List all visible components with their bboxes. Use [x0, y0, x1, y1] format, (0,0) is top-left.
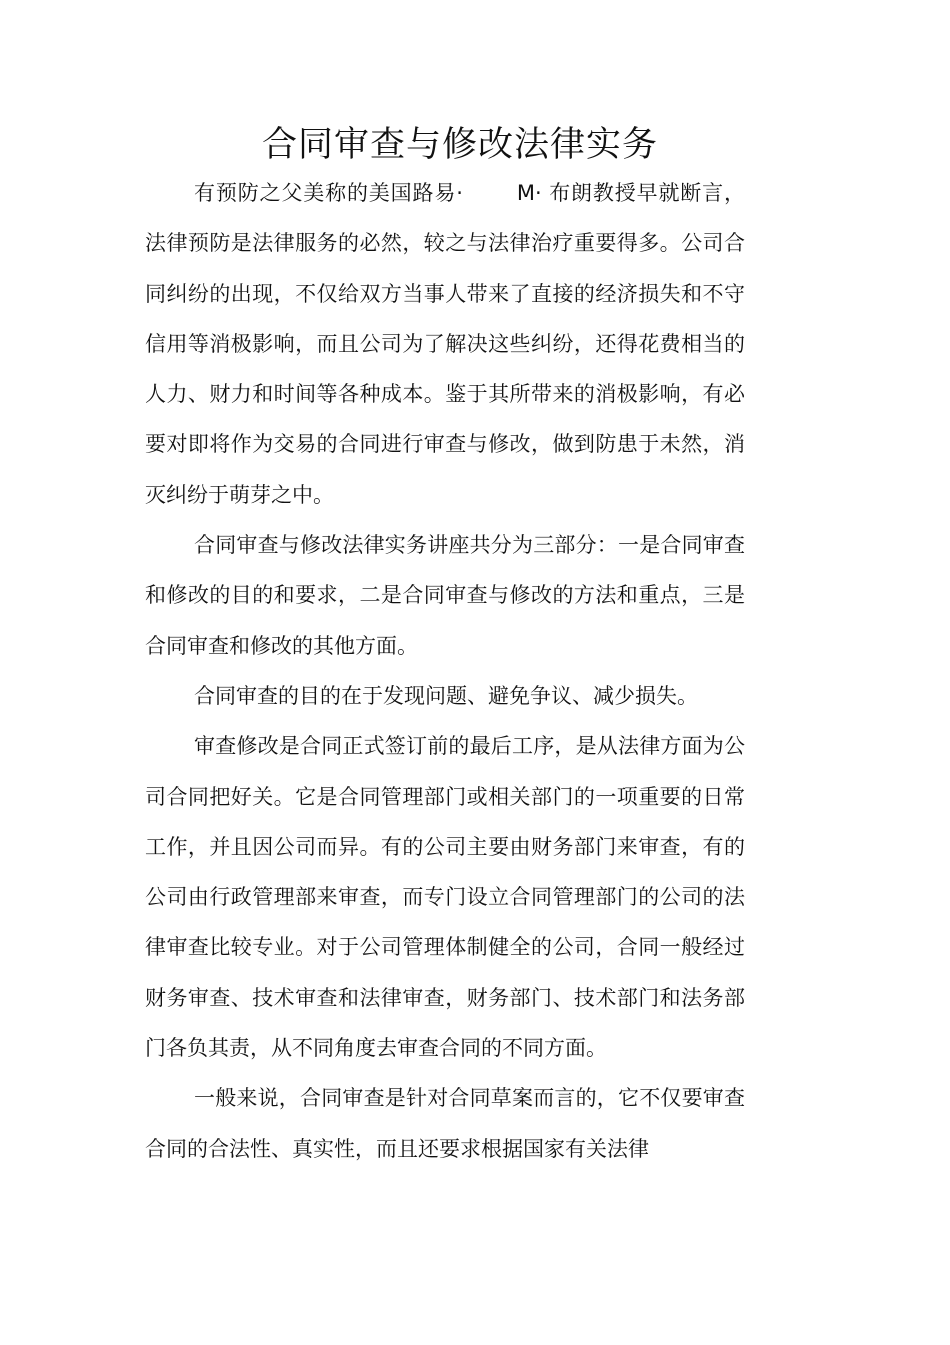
paragraph-2: 合同审查与修改法律实务讲座共分为三部分：一是合同审查和修改的目的和要求，二是合同审查与修改的方法和重点，三是合同审查和修改的其他方面。: [145, 533, 745, 658]
paragraph-1: [145, 168, 745, 520]
paragraph-5: 一般来说，合同审查是针对合同草案而言的，它不仅要审查合同的合法性、真实性，而且还要求根据国家有关法律: [145, 1086, 745, 1161]
paragraph-4: 审查修改是合同正式签订前的最后工序，是从法律方面为公司合同把好关。它是合同管理部门或相关部门的一项重要的日常工作，并且因公司而异。有的公司主要由财务部门来审查，有的公司由行政管理部来审查，而专门设立合同管理部门的公司的法律审查比较专业。对于公司管理体制健全的公司，合同一般经过财务审查、技术审查和法律审查，财务部门、技术部门和法务部门各负其责，从不同角度去审查合同的不同方面。: [145, 734, 745, 1061]
paragraph-1-part-1: 有预防之父美称的美国路易·: [194, 181, 463, 205]
document-body: [145, 168, 745, 1174]
paragraph-3: 合同审查的目的在于发现问题、避免争议、减少损失。: [194, 683, 698, 708]
paragraph-1-part-2: M· 布朗教授早就断言，法律预防是法律服务的必然，较之与法律治疗重要得多。公司合同纠纷的出现，不仅给双方当事人带来了直接的经济损失和不守信用等消极影响，而且公司为了解决这些纠纷，还得花费相当的人力、财力和时间等各种成本。鉴于其所带来的消极影响，有必要对即将作为交易的合同进行审查与修改，做到防患于未然，消灭纠纷于萌芽之中。: [145, 181, 745, 507]
document-title: 合同审查与修改法律实务: [261, 125, 658, 165]
